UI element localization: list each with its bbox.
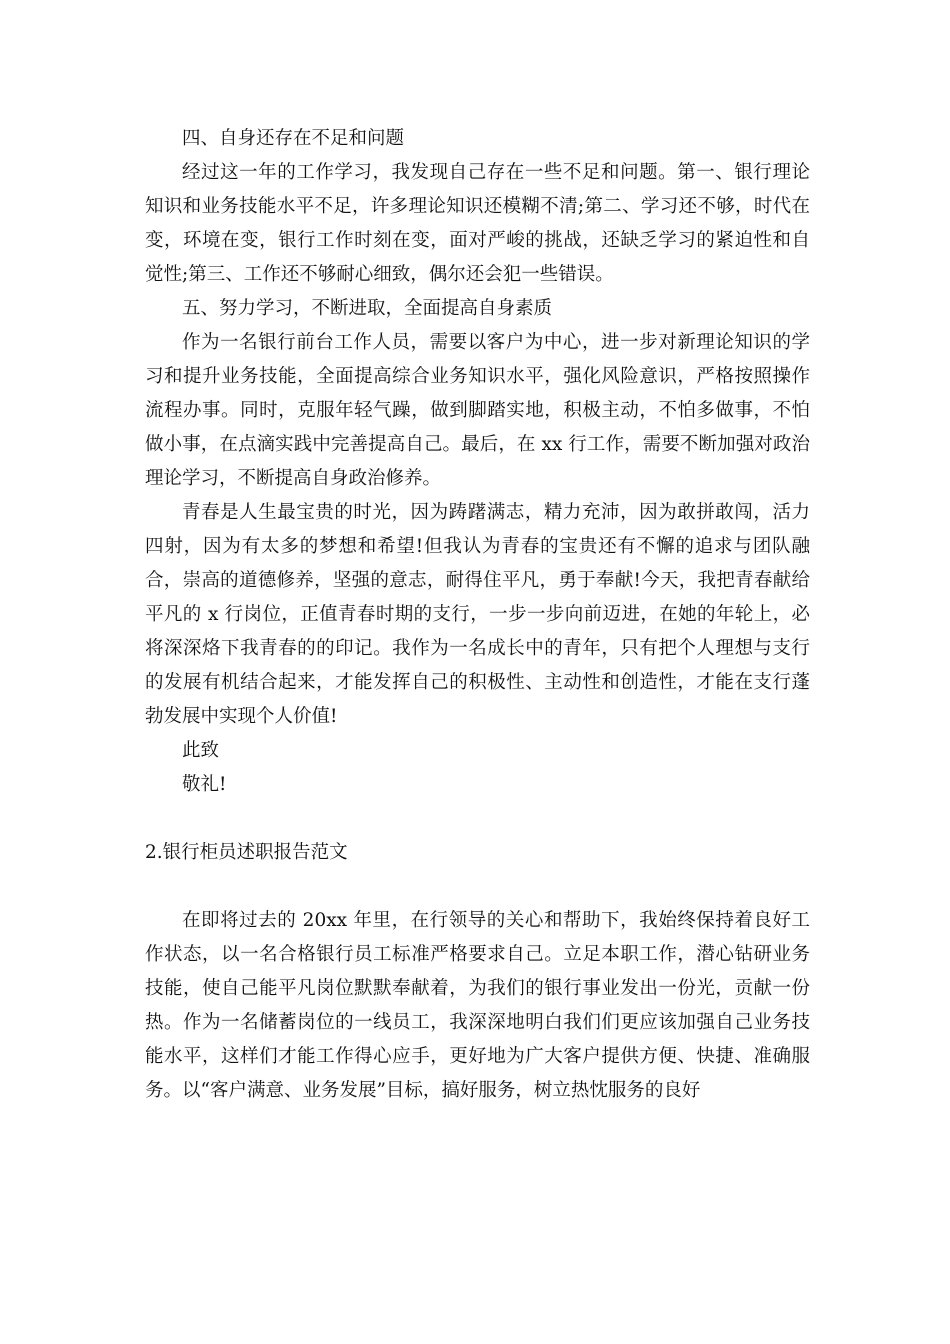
document-body bbox=[145, 122, 810, 1108]
closing-salutation: 此致 bbox=[182, 740, 220, 761]
closing-regards: 敬礼! bbox=[182, 774, 227, 795]
section4-paragraph: 经过这一年的工作学习，我发现自己存在一些不足和问题。第一、银行理论知识和业务技能水平不足，许多理论知识还模糊不清;第二、学习还不够，时代在变，环境在变，银行工作时刻在变，面对严峻的挑战，还缺乏学习的紧迫性和自觉性;第三、工作还不够耐心细致，偶尔还会犯一些错误。 bbox=[145, 162, 810, 285]
section5-paragraph: 作为一名银行前台工作人员，需要以客户为中心，进一步对新理论知识的学习和提升业务技能，全面提高综合业务知识水平，强化风险意识，严格按照操作流程办事。同时，克服年轻气躁，做到脚踏实地，积极主动，不怕多做事，不怕做小事，在点滴实践中完善提高自己。最后，在 xx 行工作，需要不断加强对政治理论学习，不断提高自身政治修养。 bbox=[145, 332, 810, 489]
section5-heading: 五、努力学习，不断进取，全面提高自身素质 bbox=[182, 298, 553, 319]
youth-paragraph: 青春是人生最宝贵的时光，因为踌躇满志，精力充沛，因为敢拼敢闯，活力四射，因为有太多的梦想和希望!但我认为青春的宝贵还有不懈的追求与团队融合，崇高的道德修养，坚强的意志，耐得住平凡，勇于奉献!今天，我把青春献给平凡的 x 行岗位，正值青春时期的支行，一步一步向前迈进，在她的年轮上，必将深深烙下我青春的的印记。我作为一名成长中的青年，只有把个人理想与支行的发展有机结合起来，才能发挥自己的积极性、主动性和创造性，才能在支行蓬勃发展中实现个人价值! bbox=[145, 502, 810, 727]
article2-title: 2.银行柜员述职报告范文 bbox=[145, 842, 348, 863]
section4-heading: 四、自身还存在不足和问题 bbox=[182, 128, 405, 149]
article2-paragraph: 在即将过去的 20xx 年里，在行领导的关心和帮助下，我始终保持着良好工作状态，以一名合格银行员工标准严格要求自己。立足本职工作，潜心钻研业务技能，使自己能平凡岗位默默奉献着，为我们的银行事业发出一份光，贡献一份热。作为一名储蓄岗位的一线员工，我深深地明白我们们更应该加强自己业务技能水平，这样们才能工作得心应手，更好地为广大客户提供方便、快捷、准确服务。以“客户满意、业务发展”目标，搞好服务，树立热忱服务的良好 bbox=[145, 910, 810, 1101]
